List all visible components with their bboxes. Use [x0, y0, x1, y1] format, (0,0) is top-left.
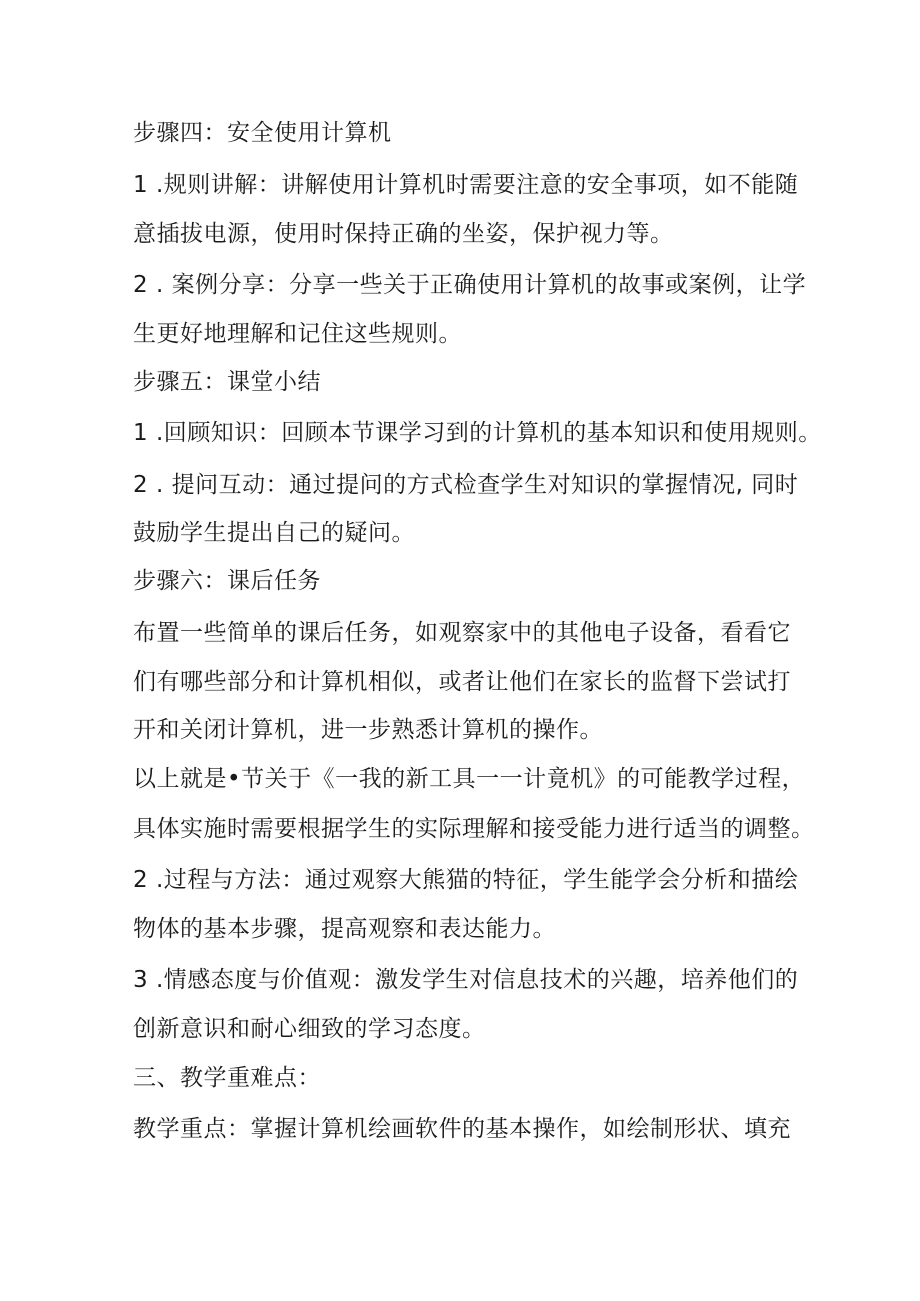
text-line: 2 . 提问互动：通过提问的方式检查学生对知识的掌握情况, 同时	[133, 472, 799, 498]
text-line: 具体实施时需要根据学生的实际理解和接受能力进行适当的调整。	[133, 816, 815, 842]
heading-step-four: 步骤四：安全使用计算机	[133, 120, 392, 146]
text-line: 布置一些简单的课后任务，如观察家中的其他电子设备，看看它	[133, 620, 791, 646]
heading-step-five: 步骤五：课堂小结	[133, 369, 321, 395]
text-line: 2 . 案例分享：分享一些关于正确使用计算机的故事或案例，让学	[133, 272, 807, 298]
text-line: 生更好地理解和记住这些规则。	[133, 321, 462, 347]
text-line: 物体的基本步骤，提高观察和表达能力。	[133, 916, 556, 942]
heading-section-three: 三、教学重难点：	[133, 1065, 321, 1091]
text-line: 1 .规则讲解：讲解使用计算机时需要注意的安全事项，如不能随	[133, 172, 799, 198]
text-line: 开和关闭计算机，进一步熟悉计算机的操作。	[133, 717, 603, 743]
text-line: 意插拔电源，使用时保持正确的坐姿，保护视力等。	[133, 221, 674, 247]
text-line: 鼓励学生提出自己的疑问。	[133, 520, 415, 546]
text-line: 教学重点：掌握计算机绘画软件的基本操作，如绘制形状、填充	[133, 1116, 791, 1142]
text-line: 以上就是•节关于《一我的新工具一一计竟机》的可能教学过程，	[133, 766, 806, 792]
text-line: 1 .回顾知识：回顾本节课学习到的计算机的基本知识和使用规则。	[133, 420, 822, 446]
heading-step-six: 步骤六：课后任务	[133, 568, 321, 594]
text-line: 2 .过程与方法：通过观察大熊猫的特征，学生能学会分析和描绘	[133, 867, 799, 893]
text-line: 3 .情感态度与价值观：激发学生对信息技术的兴趣，培养他们的	[133, 967, 799, 993]
text-line: 创新意识和耐心细致的学习态度。	[133, 1016, 486, 1042]
text-line: 们有哪些部分和计算机相似，或者让他们在家长的监督下尝试打	[133, 669, 791, 695]
